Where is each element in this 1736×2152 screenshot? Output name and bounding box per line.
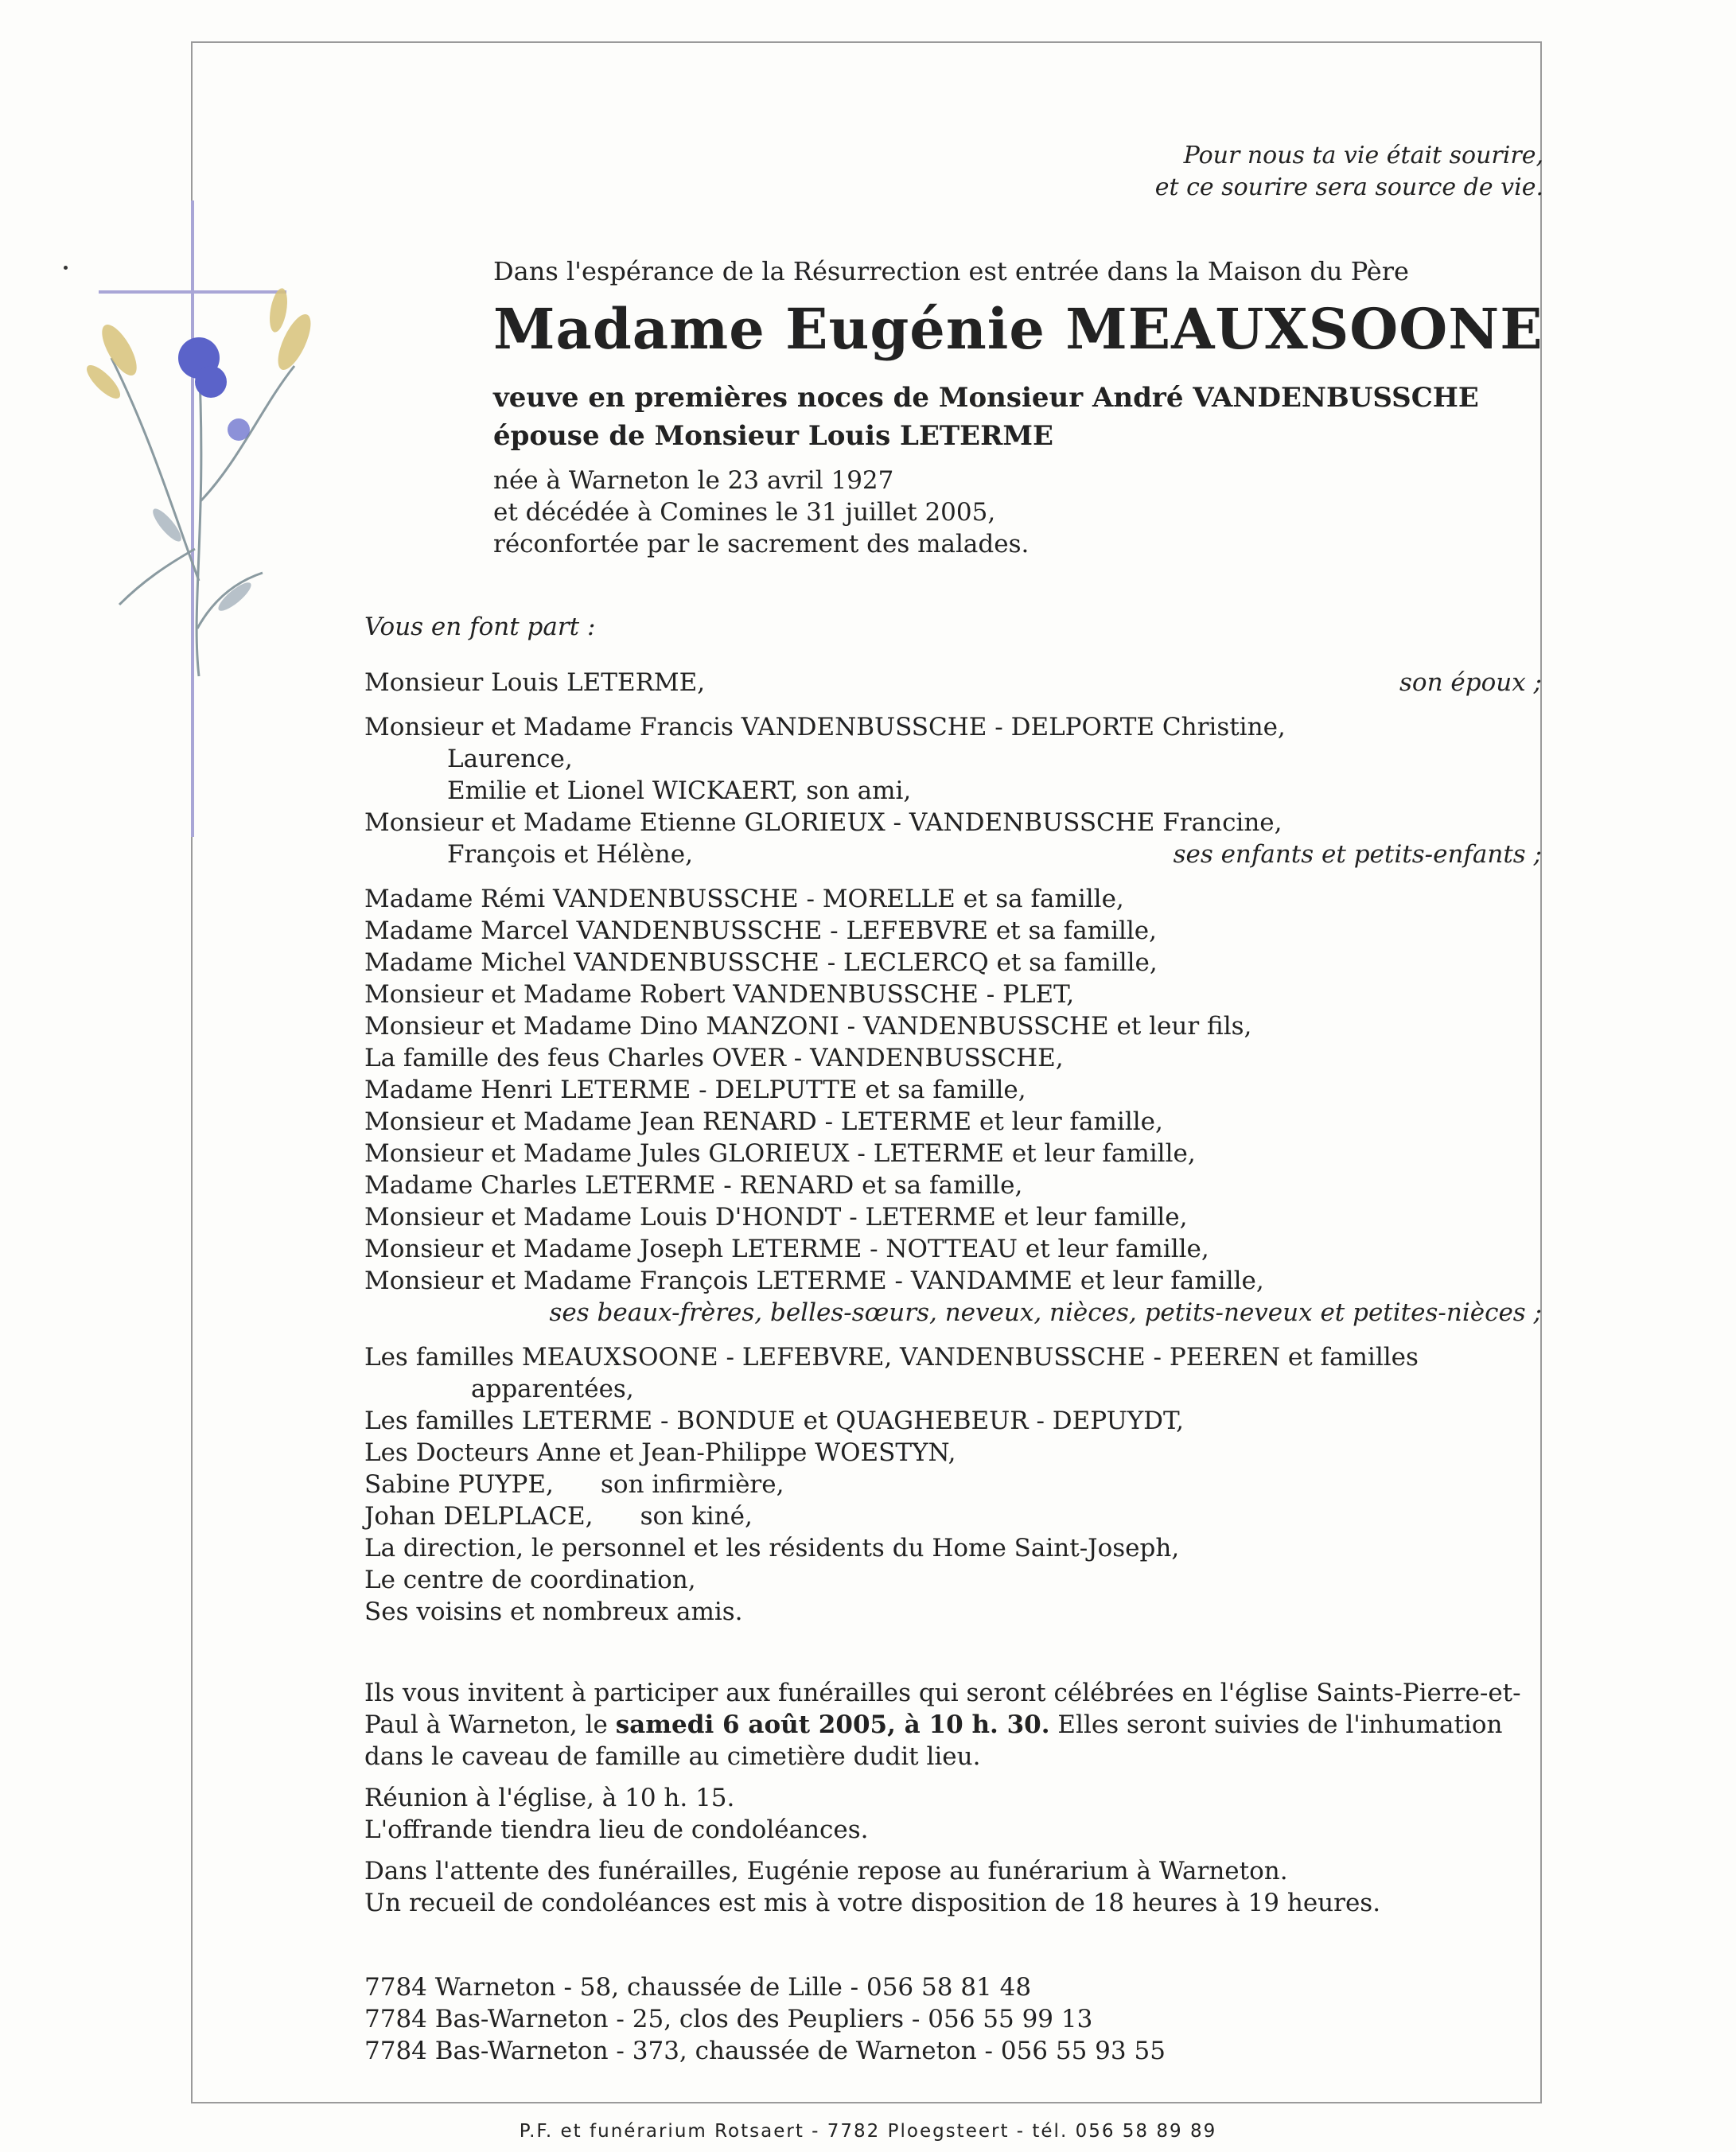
- viewing-text: Dans l'attente des funérailles, Eugénie repose au funérarium à Warneton.: [364, 1857, 1288, 1885]
- epigraph: [1098, 140, 1543, 204]
- intro-text: Dans l'espérance de la Résurrection est entrée dans la Maison du Père: [493, 256, 1409, 286]
- family-entry: Madame Michel VANDENBUSSCHE - LECLERCQ et sa famille,: [364, 948, 1158, 977]
- announcement-heading: Vous en font part :: [364, 613, 596, 641]
- dates-block: [493, 465, 1029, 560]
- list-item: [364, 1341, 1542, 1373]
- list-item: [364, 1532, 1542, 1564]
- family-entry: Monsieur et Madame Joseph LETERME - NOTTEAU et leur famille,: [364, 1235, 1209, 1263]
- list-item: [364, 1138, 1542, 1169]
- funeral-details: [364, 1677, 1542, 1928]
- family-entry: Emilie et Lionel WICKAERT, son ami,: [447, 776, 912, 805]
- relation-label: ses beaux-frères, belles-sœurs, neveux, nièces, petits-neveux et petites-nièces ;: [549, 1298, 1542, 1327]
- family-entry: François et Hélène,: [447, 840, 693, 869]
- funeral-text: Ils vous invitent à participer aux funérailles qui seront célébrées en l'église Saints-Pierre-et-Paul à Warneton, le: [364, 1679, 1521, 1739]
- list-item: [364, 1297, 1542, 1329]
- speck: [64, 266, 68, 270]
- relation-label: son époux ;: [1399, 668, 1542, 697]
- cornflower-wheat-illustration: [80, 263, 318, 708]
- death-line: et décédée à Comines le 31 juillet 2005,: [493, 498, 996, 527]
- funeral-text: Elles seront suivies de l'inhumation dans le caveau de famille au cimetière dudit lieu.: [364, 1710, 1503, 1771]
- condolence-text: Un recueil de condoléances est mis à votre disposition de 18 heures à 19 heures.: [364, 1889, 1381, 1917]
- list-item: [364, 915, 1542, 947]
- list-item: [364, 711, 1542, 743]
- list-item: [364, 883, 1542, 915]
- addresses: [364, 1971, 1166, 2067]
- epigraph-line-1: Pour nous ta vie était sourire,: [1183, 142, 1543, 169]
- list-item: [364, 1373, 1542, 1405]
- list-item: [364, 1010, 1542, 1042]
- list-item: [364, 1201, 1542, 1233]
- funeral-home-footer: P.F. et funérarium Rotsaert - 7782 Ploegsteert - tél. 056 58 89 89: [519, 2121, 1217, 2142]
- relation-label: ses enfants et petits-enfants ;: [1173, 840, 1542, 869]
- list-item: [364, 807, 1542, 839]
- family-list: [364, 667, 1542, 1628]
- family-entry: Monsieur et Madame Robert VANDENBUSSCHE - PLET,: [364, 980, 1075, 1009]
- family-entry: Madame Charles LETERME - RENARD et sa famille,: [364, 1171, 1023, 1200]
- funeral-date: samedi 6 août 2005, à 10 h. 30.: [615, 1710, 1050, 1739]
- family-entry: Le centre de coordination,: [364, 1566, 696, 1594]
- list-item: [364, 1074, 1542, 1106]
- family-entry: apparentées,: [471, 1375, 634, 1403]
- family-entry: Les Docteurs Anne et Jean-Philippe WOESTYN,: [364, 1438, 956, 1467]
- list-item: [364, 743, 1542, 775]
- family-entry: Johan DELPLACE, son kiné,: [364, 1502, 753, 1531]
- reunion-text: Réunion à l'église, à 10 h. 15.: [364, 1784, 735, 1812]
- family-entry: La direction, le personnel et les résidents du Home Saint-Joseph,: [364, 1534, 1180, 1562]
- list-item: [364, 1437, 1542, 1469]
- family-entry: Monsieur et Madame Francis VANDENBUSSCHE - DELPORTE Christine,: [364, 713, 1286, 741]
- family-entry: Madame Rémi VANDENBUSSCHE - MORELLE et sa famille,: [364, 885, 1124, 913]
- list-item: [364, 979, 1542, 1010]
- address-line: 7784 Warneton - 58, chaussée de Lille - 056 58 81 48: [364, 1973, 1032, 2002]
- list-item: [364, 839, 1542, 870]
- spouse-line-2: épouse de Monsieur Louis LETERME: [493, 420, 1053, 452]
- family-entry: Monsieur et Madame Jules GLORIEUX - LETERME et leur famille,: [364, 1139, 1196, 1168]
- list-item: [364, 1169, 1542, 1201]
- list-item: [364, 1500, 1542, 1532]
- list-item: [364, 1469, 1542, 1500]
- spouse-line-1: veuve en premières noces de Monsieur André VANDENBUSSCHE: [493, 382, 1479, 414]
- birth-line: née à Warneton le 23 avril 1927: [493, 466, 894, 495]
- family-entry: Ses voisins et nombreux amis.: [364, 1597, 743, 1626]
- family-entry: Monsieur et Madame François LETERME - VANDAMME et leur famille,: [364, 1267, 1264, 1295]
- family-entry: Les familles MEAUXSOONE - LEFEBVRE, VANDENBUSSCHE - PEEREN et familles: [364, 1343, 1419, 1372]
- family-entry: Monsieur et Madame Jean RENARD - LETERME et leur famille,: [364, 1107, 1163, 1136]
- deceased-name: Madame Eugénie MEAUXSOONE: [493, 296, 1543, 362]
- list-item: [364, 1405, 1542, 1437]
- family-entry: La famille des feus Charles OVER - VANDENBUSSCHE,: [364, 1044, 1064, 1072]
- reunion-paragraph: [364, 1782, 1542, 1846]
- funeral-paragraph: [364, 1677, 1542, 1773]
- list-item: [364, 1106, 1542, 1138]
- list-item: [364, 1233, 1542, 1265]
- address-line: 7784 Bas-Warneton - 373, chaussée de Warneton - 056 55 93 55: [364, 2037, 1166, 2065]
- sacrament-line: réconfortée par le sacrement des malades.: [493, 530, 1030, 558]
- spouse-block: [493, 379, 1479, 455]
- family-entry: Monsieur Louis LETERME,: [364, 668, 706, 697]
- family-entry: Monsieur et Madame Louis D'HONDT - LETERME et leur famille,: [364, 1203, 1188, 1232]
- list-item: [364, 667, 1542, 699]
- list-item: [364, 1564, 1542, 1596]
- address-line: 7784 Bas-Warneton - 25, clos des Peupliers - 056 55 99 13: [364, 2005, 1093, 2033]
- family-entry: Sabine PUYPE, son infirmière,: [364, 1470, 784, 1499]
- family-entry: Laurence,: [447, 745, 573, 773]
- viewing-paragraph: [364, 1855, 1542, 1919]
- list-item: [364, 1265, 1542, 1297]
- epigraph-line-2: et ce sourire sera source de vie.: [1154, 173, 1543, 201]
- family-entry: Monsieur et Madame Etienne GLORIEUX - VANDENBUSSCHE Francine,: [364, 808, 1283, 837]
- family-entry: Les familles LETERME - BONDUE et QUAGHEBEUR - DEPUYDT,: [364, 1407, 1185, 1435]
- list-item: [364, 1042, 1542, 1074]
- offering-text: L'offrande tiendra lieu de condoléances.: [364, 1815, 869, 1844]
- list-item: [364, 1596, 1542, 1628]
- family-entry: Monsieur et Madame Dino MANZONI - VANDENBUSSCHE et leur fils,: [364, 1012, 1252, 1041]
- list-item: [364, 775, 1542, 807]
- list-item: [364, 947, 1542, 979]
- family-entry: Madame Henri LETERME - DELPUTTE et sa famille,: [364, 1076, 1026, 1104]
- family-entry: Madame Marcel VANDENBUSSCHE - LEFEBVRE et sa famille,: [364, 916, 1158, 945]
